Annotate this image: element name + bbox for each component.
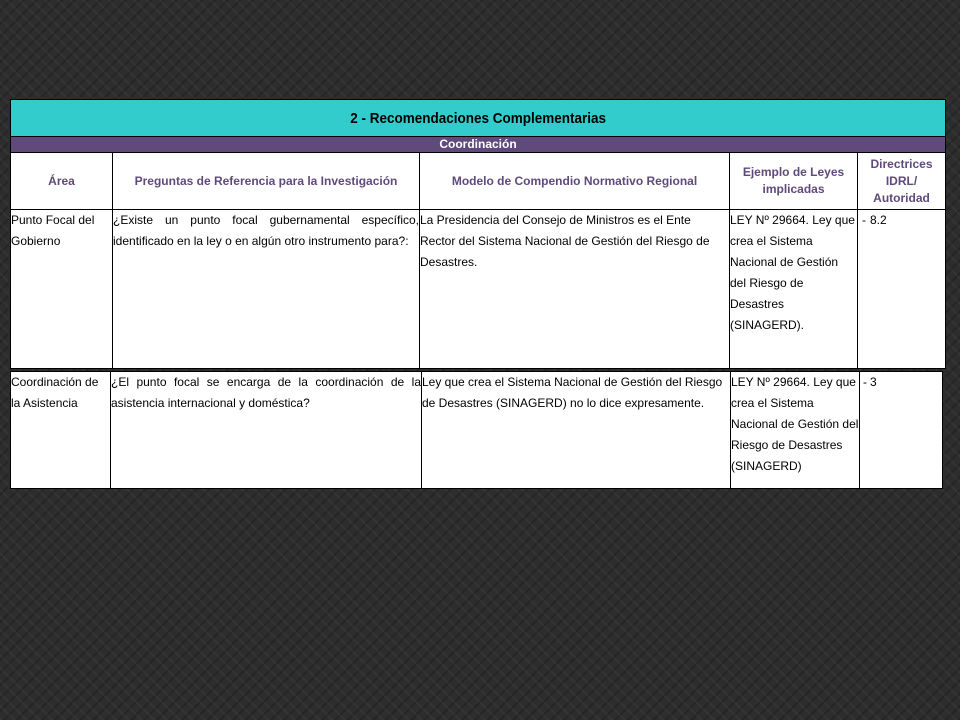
table-row [11,210,946,369]
row-pregunta: ¿Existe un punto focal gubernamental específico, identificado en la ley o en algún otro instrumento para?: [113,210,420,369]
row-area: Punto Focal del Gobierno [11,210,113,369]
row-ejemplo: LEY Nº 29664. Ley que crea el Sistema Nacional de Gestión del Riesgo de Desastres (SINAGERD). [730,210,858,369]
row-directriz [858,210,946,369]
row-pregunta: ¿El punto focal se encarga de la coordinación de la asistencia internacional y doméstica? [111,372,422,489]
row-modelo: La Presidencia del Consejo de Ministros es el Ente Rector del Sistema Nacional de Gestión del Riesgo de Desastres. [420,210,730,369]
bullet-dash: - [862,213,866,227]
header-directrices: Directrices IDRL/ Autoridad [858,153,946,210]
recommendations-table-continued [10,371,943,489]
row-directriz [860,372,943,489]
header-row [11,153,946,210]
header-ejemplo: Ejemplo de Leyes implicadas [730,153,858,210]
directriz-value: 3 [870,375,877,389]
directriz-value: 8.2 [870,213,887,227]
header-preguntas: Preguntas de Referencia para la Investigación [113,153,420,210]
header-modelo: Modelo de Compendio Normativo Regional [420,153,730,210]
table-title-cell [11,100,946,137]
table-row [11,372,943,489]
header-area: Área [11,153,113,210]
row-ejemplo: LEY Nº 29664. Ley que crea el Sistema Nacional de Gestión del Riesgo de Desastres (SINAGERD) [731,372,860,489]
recommendations-table [10,99,946,369]
table-title: 2 - Recomendaciones Complementarias [350,109,606,127]
bullet-dash: - [863,375,867,389]
section-subtitle: Coordinación [11,137,946,153]
row-area: Coordinación de la Asistencia [11,372,111,489]
row-modelo: Ley que crea el Sistema Nacional de Gestión del Riesgo de Desastres (SINAGERD) no lo dice expresamente. [422,372,731,489]
